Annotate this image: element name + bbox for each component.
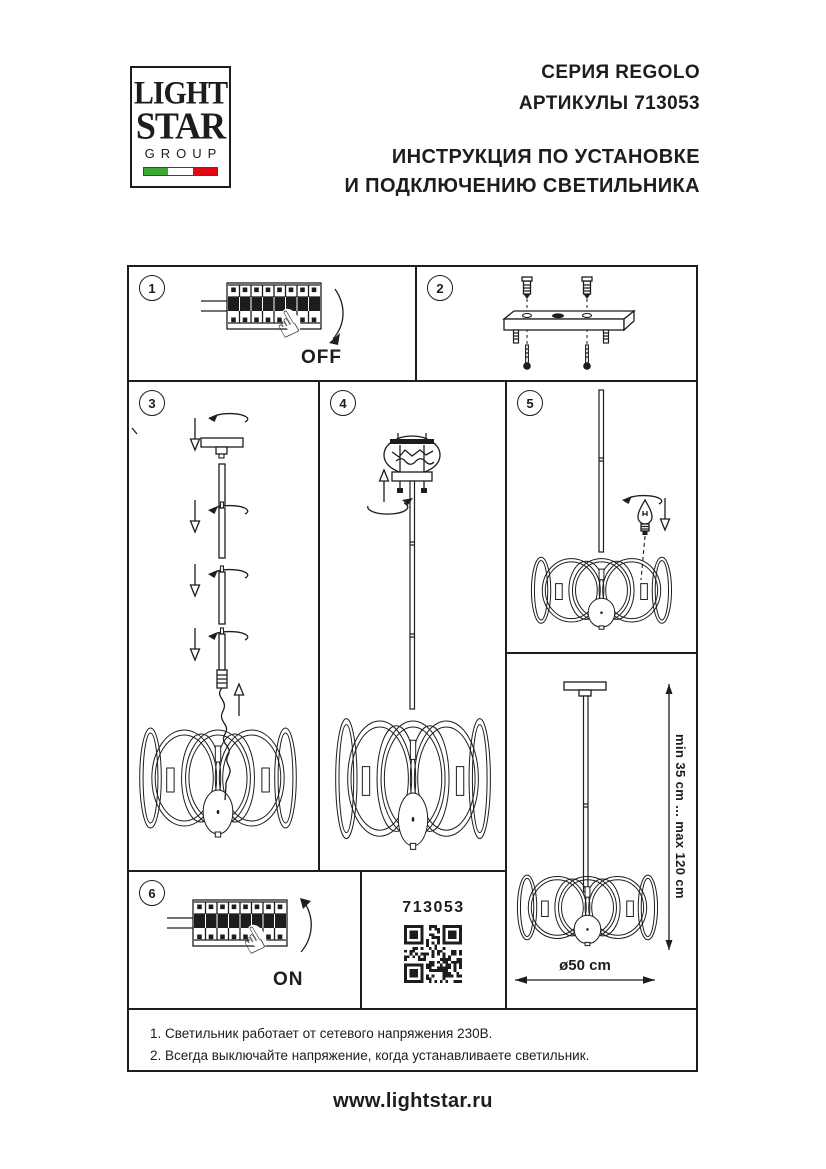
- step-number-2: 2: [427, 275, 453, 301]
- off-label: OFF: [301, 347, 342, 368]
- footer-url: www.lightstar.ru: [333, 1090, 493, 1112]
- dimension-height-label: min 35 cm ... max 120 cm: [673, 734, 688, 899]
- italian-flag-stripe: [143, 167, 218, 176]
- dimension-diameter-label: ø50 cm: [559, 957, 611, 974]
- instruction-title-line2: И ПОДКЛЮЧЕНИЮ СВЕТИЛЬНИКА: [344, 175, 700, 197]
- flag-red-segment: [193, 168, 217, 175]
- dimensions-diagram: [507, 654, 696, 1008]
- svg-text:☝: ☝: [268, 302, 307, 348]
- notes-box: [127, 1008, 696, 1070]
- svg-text:☝: ☝: [234, 918, 273, 964]
- instruction-title-line1: ИНСТРУКЦИЯ ПО УСТАНОВКЕ: [391, 146, 700, 168]
- step-panel-3: [127, 380, 318, 870]
- step-number-3: 3: [139, 390, 165, 416]
- instruction-grid: [127, 265, 698, 1072]
- instruction-title: [344, 143, 700, 201]
- series-title: СЕРИЯ REGOLO: [541, 62, 700, 83]
- qr-code: [404, 925, 462, 983]
- qr-panel: [360, 870, 505, 1008]
- note-line-1: 1. Светильник работает от сетевого напряжения 230В.: [150, 1026, 493, 1041]
- bracket-diagram: [417, 267, 696, 380]
- step-panel-1: [127, 265, 415, 380]
- step-panel-5: [505, 380, 696, 652]
- step-panel-6: [127, 870, 360, 1008]
- qr-article-number: 713053: [402, 899, 465, 916]
- note-line-2: 2. Всегда выключайте напряжение, когда устанавливаете светильник.: [150, 1048, 590, 1064]
- flag-white-segment: [168, 168, 192, 175]
- ceiling-mount-diagram: [320, 382, 505, 870]
- article-title: АРТИКУЛЫ 713053: [518, 93, 700, 114]
- logo-word-group: GROUP: [144, 145, 223, 161]
- step-panel-2: [415, 265, 696, 380]
- logo-word-light: LIGHT: [133, 75, 228, 112]
- step-number-6: 6: [139, 880, 165, 906]
- header-block: [344, 62, 700, 201]
- flag-green-segment: [144, 168, 168, 175]
- rod-assembly-diagram: [129, 382, 318, 870]
- step-panel-4: [318, 380, 505, 870]
- on-label: ON: [273, 969, 304, 990]
- step-number-1: 1: [139, 275, 165, 301]
- step-number-4: 4: [330, 390, 356, 416]
- logo-word-star: STAR: [135, 104, 226, 147]
- step-number-5: 5: [517, 390, 543, 416]
- lightstar-logo: [130, 66, 231, 188]
- bulb-install-diagram: [507, 382, 696, 652]
- breaker-off-diagram: [129, 267, 415, 380]
- dimensions-panel: [505, 652, 696, 1008]
